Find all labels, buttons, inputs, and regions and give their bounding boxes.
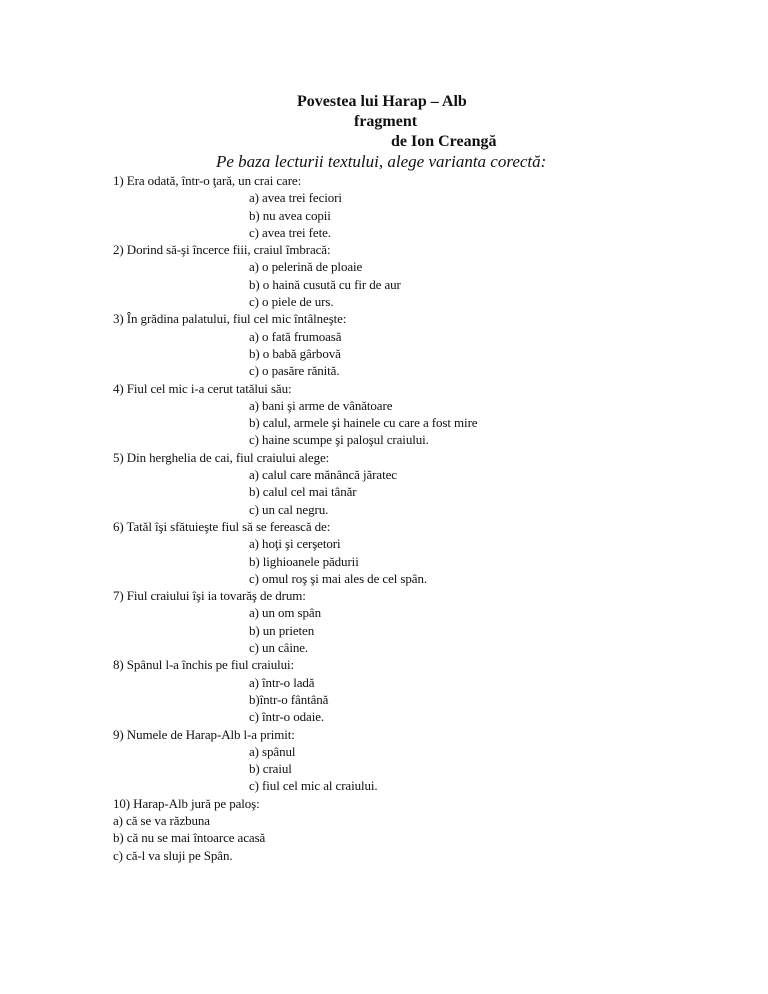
question-5: 5) Din herghelia de cai, fiul craiului alege: xyxy=(113,449,330,465)
question-1-option-c: c) avea trei fete. xyxy=(249,224,331,240)
question-3-option-b: b) o babă gârbovă xyxy=(249,345,341,361)
question-6-option-b: b) lighioanele pădurii xyxy=(249,553,359,569)
question-5-option-c: c) un cal negru. xyxy=(249,501,329,517)
question-10-option-c: c) că-l va sluji pe Spân. xyxy=(113,847,233,863)
question-7-option-b: b) un prieten xyxy=(249,622,315,638)
question-6-option-c: c) omul roş şi mai ales de cel spân. xyxy=(249,570,427,586)
document-subtitle: fragment xyxy=(354,113,418,130)
question-7-option-a: a) un om spân xyxy=(249,605,321,621)
question-9-option-c: c) fiul cel mic al craiului. xyxy=(249,778,378,794)
question-7: 7) Fiul craiului îşi ia tovarăş de drum: xyxy=(113,588,306,604)
question-5-option-a: a) calul care mănâncă jăratec xyxy=(249,467,397,483)
question-9: 9) Numele de Harap-Alb l-a primit: xyxy=(113,726,295,742)
question-8-option-c: c) într-o odaie. xyxy=(249,709,325,725)
document-title: Povestea lui Harap – Alb xyxy=(297,93,467,110)
quiz-list xyxy=(113,172,673,864)
question-1-option-b: b) nu avea copii xyxy=(249,207,331,223)
question-2-option-b: b) o haină cusută cu fir de aur xyxy=(249,276,401,292)
question-5-option-b: b) calul cel mai tânăr xyxy=(249,484,357,500)
instruction-text: Pe baza lecturii textului, alege varianta corectă: xyxy=(216,152,547,171)
question-2: 2) Dorind să-şi încerce fiii, craiul îmbracă: xyxy=(113,242,331,258)
question-1: 1) Era odată, într-o ţară, un crai care: xyxy=(113,173,302,188)
question-3: 3) În grădina palatului, fiul cel mic întâlneşte: xyxy=(113,311,347,327)
question-7-option-c: c) un câine. xyxy=(249,640,309,656)
question-3-option-a: a) o fată frumoasă xyxy=(249,328,342,344)
question-2-option-a: a) o pelerină de ploaie xyxy=(249,259,363,275)
question-6: 6) Tatăl îşi sfătuieşte fiul să se ferească de: xyxy=(113,518,331,534)
question-8-option-a: a) într-o ladă xyxy=(249,674,315,690)
question-6-option-a: a) hoţi şi cerşetori xyxy=(249,536,341,552)
question-10-option-b: b) că nu se mai întoarce acasă xyxy=(113,830,266,846)
question-4-option-c: c) haine scumpe şi paloşul craiului. xyxy=(249,432,429,448)
question-8: 8) Spânul l-a închis pe fiul craiului: xyxy=(113,657,295,673)
question-4: 4) Fiul cel mic i-a cerut tatălui său: xyxy=(113,380,292,396)
question-9-option-a: a) spânul xyxy=(249,743,296,759)
question-3-option-c: c) o pasăre rănită. xyxy=(249,363,340,379)
question-9-option-b: b) craiul xyxy=(249,761,292,777)
question-4-option-a: a) bani şi arme de vânătoare xyxy=(249,397,393,413)
question-4-option-b: b) calul, armele şi hainele cu care a fost mire xyxy=(249,415,478,431)
document-author: de Ion Creangă xyxy=(391,133,497,150)
question-2-option-c: c) o piele de urs. xyxy=(249,294,334,310)
question-8-option-b: b)într-o fântână xyxy=(249,691,329,707)
question-10-option-a: a) că se va răzbuna xyxy=(113,812,210,828)
question-1-option-a: a) avea trei feciori xyxy=(249,190,342,206)
question-10: 10) Harap-Alb jură pe paloş: xyxy=(113,795,260,811)
